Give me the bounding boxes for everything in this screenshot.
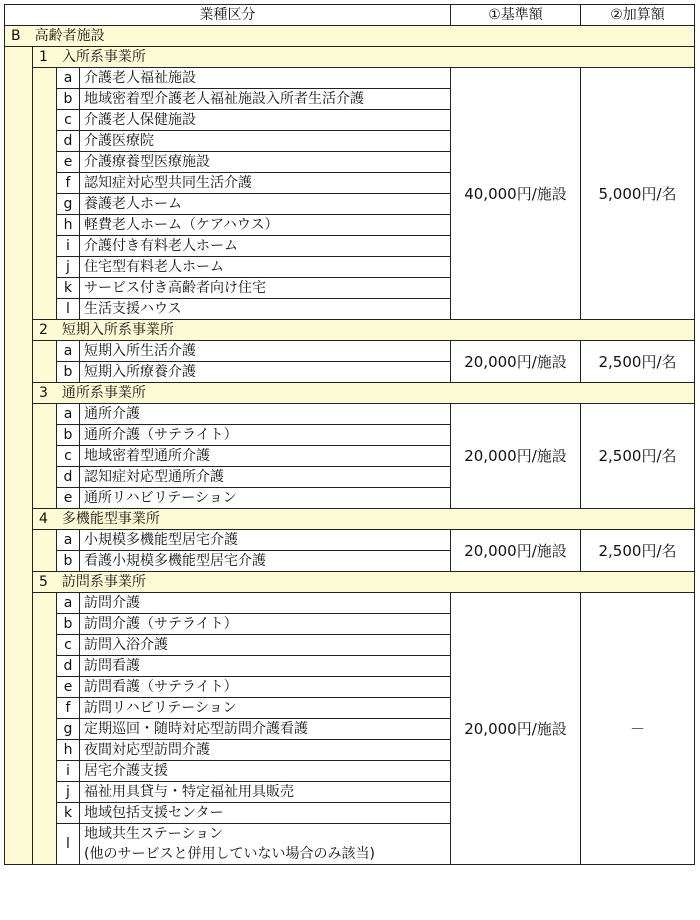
item-letter: a — [57, 530, 80, 551]
item-letter: b — [57, 551, 80, 572]
item-name — [80, 677, 451, 698]
item-text: 訪問介護（サテライト） — [84, 616, 238, 632]
group-row — [5, 320, 695, 341]
item-text: 生活支援ハウス — [84, 301, 182, 317]
group-title — [33, 572, 695, 593]
list-item — [5, 404, 695, 425]
item-text: 居宅介護支援 — [84, 763, 168, 779]
item-letter: e — [57, 152, 80, 173]
item-name — [80, 362, 451, 383]
item-text: 訪問リハビリテーション — [84, 700, 237, 716]
item-text: 地域包括支援センター — [84, 805, 224, 821]
group-title — [33, 509, 695, 530]
item-text: 住宅型有料老人ホーム — [84, 259, 224, 275]
item-text: 福祉用具貸与・特定福祉用具販売 — [84, 784, 294, 800]
item-name — [80, 635, 451, 656]
item-text: 認知症対応型共同生活介護 — [84, 175, 252, 191]
item-name — [80, 341, 451, 362]
section-indent — [5, 47, 33, 865]
item-name — [80, 299, 451, 320]
item-letter: j — [57, 782, 80, 803]
group-indent — [33, 404, 57, 509]
group-name: 入所系事業所 — [61, 49, 146, 65]
group-name: 通所系事業所 — [61, 385, 146, 401]
item-name — [80, 446, 451, 467]
item-text: サービス付き高齢者向け住宅 — [84, 280, 266, 296]
group-number: 5 — [39, 574, 48, 590]
item-letter: a — [57, 68, 80, 89]
base-amount: 20,000円/施設 — [451, 404, 581, 509]
item-letter: c — [57, 635, 80, 656]
item-text: 定期巡回・随時対応型訪問介護看護 — [84, 721, 308, 737]
item-letter: b — [57, 614, 80, 635]
item-letter: k — [57, 803, 80, 824]
item-letter: j — [57, 257, 80, 278]
item-name — [80, 425, 451, 446]
item-name — [80, 215, 451, 236]
item-text: 訪問入浴介護 — [84, 637, 168, 653]
item-letter: b — [57, 362, 80, 383]
group-indent — [33, 341, 57, 383]
item-name — [80, 782, 451, 803]
item-name — [80, 593, 451, 614]
item-text: 短期入所生活介護 — [84, 343, 196, 359]
section-name: 高齢者施設 — [34, 28, 105, 44]
item-name — [80, 614, 451, 635]
item-text: 養護老人ホーム — [84, 196, 182, 212]
item-text: 介護療養型医療施設 — [84, 154, 210, 170]
item-text: 小規模多機能型居宅介護 — [84, 532, 238, 548]
group-title — [33, 47, 695, 68]
item-text: 地域密着型介護老人福祉施設入所者生活介護 — [84, 91, 364, 107]
item-letter: h — [57, 215, 80, 236]
item-text: 地域共生ステーション — [84, 826, 224, 842]
item-letter: f — [57, 173, 80, 194]
item-name — [80, 278, 451, 299]
item-name — [80, 152, 451, 173]
item-name — [80, 656, 451, 677]
item-name — [80, 824, 451, 865]
group-indent — [33, 68, 57, 320]
item-name — [80, 236, 451, 257]
item-text: 夜間対応型訪問介護 — [84, 742, 210, 758]
item-name — [80, 698, 451, 719]
group-name: 多機能型事業所 — [61, 511, 160, 527]
item-name — [80, 719, 451, 740]
item-text: 軽費老人ホーム（ケアハウス） — [84, 217, 279, 233]
item-text: 通所介護 — [84, 406, 140, 422]
item-letter: g — [57, 194, 80, 215]
item-text: 認知症対応型通所介護 — [84, 469, 224, 485]
section-title — [5, 26, 695, 47]
item-letter: i — [57, 761, 80, 782]
item-letter: b — [57, 425, 80, 446]
item-letter: h — [57, 740, 80, 761]
group-number: 2 — [39, 322, 48, 338]
item-text: 介護老人保健施設 — [84, 112, 196, 128]
item-name — [80, 110, 451, 131]
item-letter: g — [57, 719, 80, 740]
item-letter: l — [57, 299, 80, 320]
base-amount: 40,000円/施設 — [451, 68, 581, 320]
add-amount: 2,500円/名 — [581, 341, 695, 383]
item-text: 通所リハビリテーション — [84, 490, 237, 506]
item-name — [80, 761, 451, 782]
item-letter: b — [57, 89, 80, 110]
group-row — [5, 509, 695, 530]
base-amount: 20,000円/施設 — [451, 593, 581, 865]
group-number: 3 — [39, 385, 48, 401]
item-name — [80, 404, 451, 425]
item-note: (他のサービスと併用していない場合のみ該当) — [84, 846, 375, 862]
item-text: 介護老人福祉施設 — [84, 70, 196, 86]
add-amount: － — [581, 593, 695, 865]
item-text: 訪問看護 — [84, 658, 140, 674]
item-letter: d — [57, 656, 80, 677]
base-amount: 20,000円/施設 — [451, 530, 581, 572]
add-amount: 2,500円/名 — [581, 530, 695, 572]
item-letter: a — [57, 593, 80, 614]
item-letter: e — [57, 677, 80, 698]
header-base-amount: ①基準額 — [451, 5, 581, 26]
item-letter: d — [57, 467, 80, 488]
fee-table — [4, 4, 695, 865]
group-indent — [33, 530, 57, 572]
add-amount: 5,000円/名 — [581, 68, 695, 320]
group-row — [5, 383, 695, 404]
group-row — [5, 47, 695, 68]
group-name: 短期入所系事業所 — [61, 322, 174, 338]
group-title — [33, 320, 695, 341]
add-amount: 2,500円/名 — [581, 404, 695, 509]
group-row — [5, 572, 695, 593]
item-letter: a — [57, 404, 80, 425]
item-name — [80, 551, 451, 572]
group-number: 1 — [39, 49, 48, 65]
section-row — [5, 26, 695, 47]
item-text: 介護付き有料老人ホーム — [84, 238, 238, 254]
item-text: 通所介護（サテライト） — [84, 427, 238, 443]
item-letter: c — [57, 110, 80, 131]
item-name — [80, 131, 451, 152]
item-letter: i — [57, 236, 80, 257]
group-name: 訪問系事業所 — [61, 574, 146, 590]
item-text: 介護医療院 — [84, 133, 154, 149]
item-text: 地域密着型通所介護 — [84, 448, 210, 464]
item-text: 看護小規模多機能型居宅介護 — [84, 553, 266, 569]
list-item — [5, 68, 695, 89]
item-name — [80, 488, 451, 509]
item-letter: d — [57, 131, 80, 152]
item-letter: a — [57, 341, 80, 362]
item-letter: k — [57, 278, 80, 299]
item-name — [80, 68, 451, 89]
item-text: 訪問介護 — [84, 595, 140, 611]
item-name — [80, 803, 451, 824]
list-item — [5, 530, 695, 551]
group-number: 4 — [39, 511, 48, 527]
header-add-amount: ②加算額 — [581, 5, 695, 26]
item-text: 短期入所療養介護 — [84, 364, 196, 380]
header-row — [5, 5, 695, 26]
item-name — [80, 257, 451, 278]
item-letter: c — [57, 446, 80, 467]
list-item — [5, 341, 695, 362]
item-name — [80, 194, 451, 215]
item-letter: l — [57, 824, 80, 865]
item-name — [80, 467, 451, 488]
item-text: 訪問看護（サテライト） — [84, 679, 238, 695]
item-name — [80, 530, 451, 551]
base-amount: 20,000円/施設 — [451, 341, 581, 383]
list-item — [5, 593, 695, 614]
group-title — [33, 383, 695, 404]
group-indent — [33, 593, 57, 865]
header-category: 業種区分 — [5, 5, 451, 26]
item-name — [80, 740, 451, 761]
item-letter: e — [57, 488, 80, 509]
item-letter: f — [57, 698, 80, 719]
item-name — [80, 173, 451, 194]
item-name — [80, 89, 451, 110]
section-label: B — [11, 28, 21, 44]
